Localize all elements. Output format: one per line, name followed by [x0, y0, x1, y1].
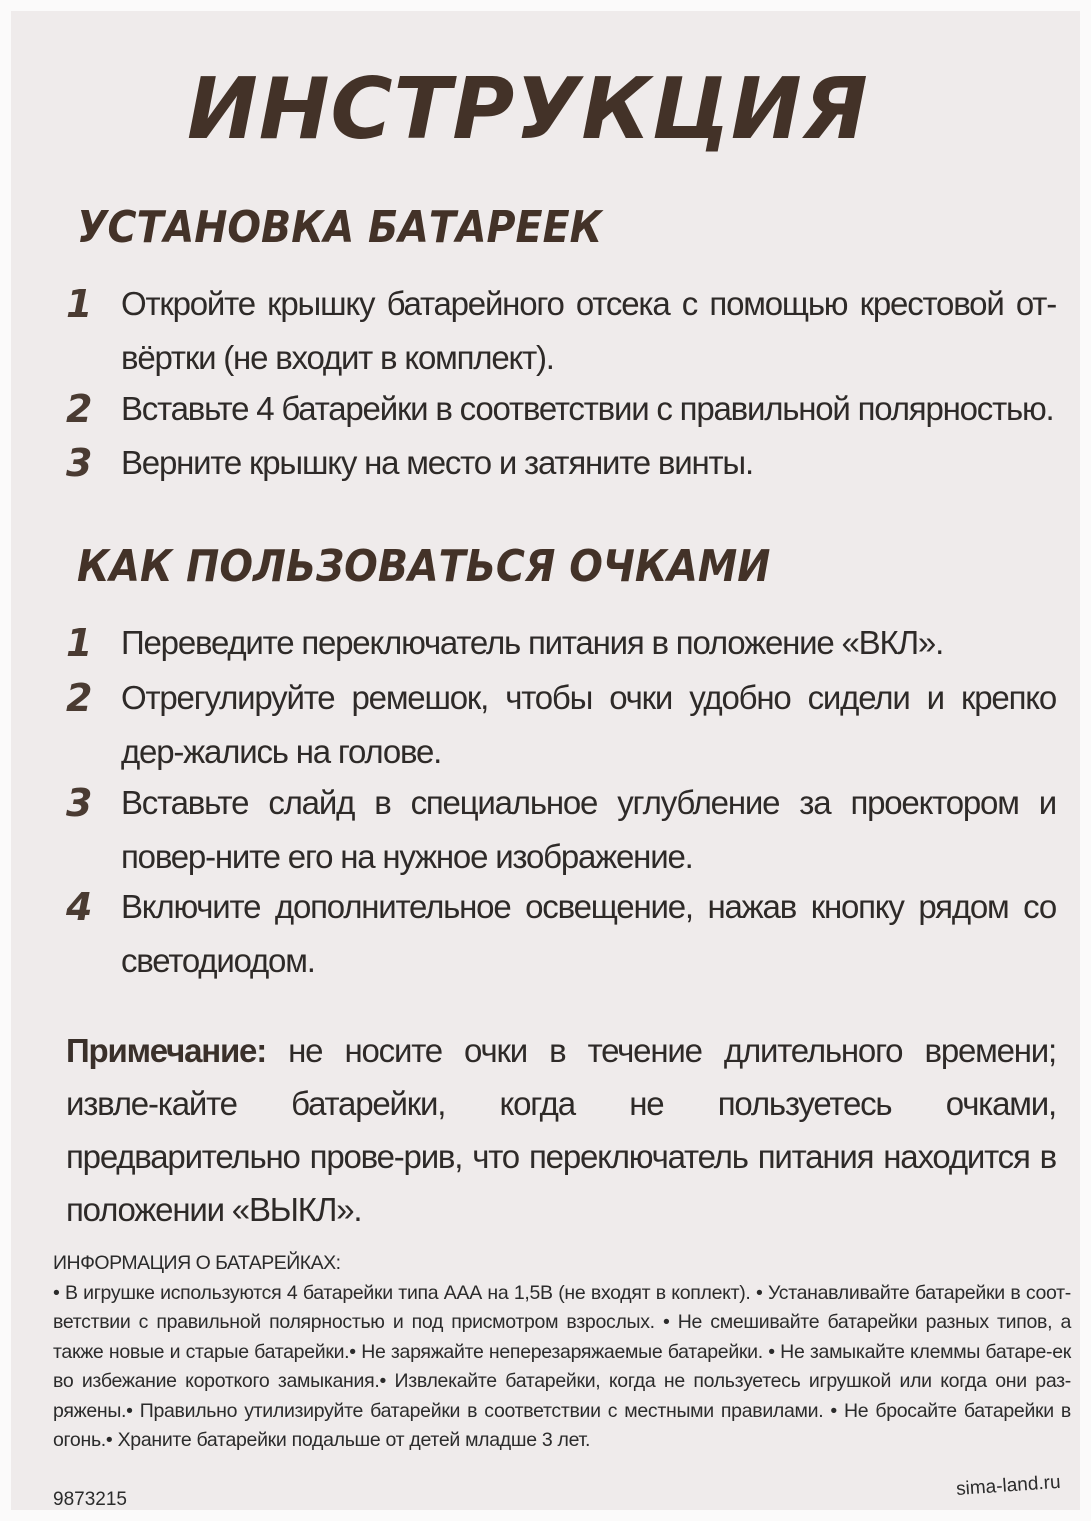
step-text: Вставьте слайд в специальное углубление за проектором и повер-ните его на нужное изображение. — [121, 784, 1056, 875]
usage-step-3 — [66, 776, 1056, 884]
article-number: 9873215 — [53, 1489, 127, 1510]
step-text: Включите дополнительное освещение, нажав кнопку рядом со светодиодом. — [121, 888, 1056, 979]
section-heading-battery-installation: УСТАНОВКА БАТАРЕЕК — [77, 202, 603, 253]
step-text: Откройте крышку батарейного отсека с помощью крестовой от-вёртки (не входит в комплект). — [121, 285, 1056, 376]
step-number: 2 — [66, 676, 93, 720]
usage-step-1 — [66, 616, 1056, 670]
battery-step-1 — [66, 277, 1056, 385]
step-text: Вставьте 4 батарейки в соответствии с правильной полярностью. — [121, 390, 1054, 427]
usage-step-2 — [66, 671, 1056, 779]
step-number: 4 — [66, 885, 93, 929]
usage-step-4 — [66, 880, 1056, 988]
step-number: 1 — [66, 282, 93, 326]
battery-step-3 — [66, 436, 1056, 490]
battery-info-block — [53, 1249, 1071, 1456]
step-text: Верните крышку на место и затяните винты. — [121, 444, 753, 481]
note-label: Примечание: — [66, 1032, 266, 1069]
section-heading-usage: КАК ПОЛЬЗОВАТЬСЯ ОЧКАМИ — [77, 541, 771, 592]
step-number: 2 — [66, 387, 93, 431]
website-label: sima-land.ru — [955, 1471, 1062, 1501]
document-title: ИНСТРУКЦИЯ — [187, 59, 869, 159]
battery-step-2 — [66, 382, 1056, 436]
note-text: не носите очки в течение длительного времени; извле-кайте батарейки, когда не пользуетесь очками, предварительно прове-рив, что переключатель питания находится в положении «ВЫКЛ». — [66, 1032, 1056, 1228]
instruction-sheet — [11, 11, 1080, 1510]
battery-info-text: • В игрушке используются 4 батарейки типа ААА на 1,5В (не входят в коплект). • Устанавливайте батарейки в соот-ветствии с правильной полярностью и под присмотром взрослых. • Не смешивайте батарейки разных типов, а также новые и старые батарейки.• Не заряжайте неперезаряжаемые батарейки. • Не замыкайте клеммы батаре-ек во избежание короткого замыкания.• Извлекайте батарейки, когда не пользуетесь игрушкой или когда они раз-ряжены.• Правильно утилизируйте батарейки в соответствии с местными правилами. • Не бросайте батарейки в огонь.• Храните батарейки подальше от детей младше 3 лет. — [53, 1281, 1071, 1451]
step-text: Переведите переключатель питания в положение «ВКЛ». — [121, 624, 944, 661]
battery-info-title: ИНФОРМАЦИЯ О БАТАРЕЙКАХ: — [53, 1252, 341, 1274]
step-number: 3 — [66, 781, 93, 825]
step-text: Отрегулируйте ремешок, чтобы очки удобно сидели и крепко дер-жались на голове. — [121, 679, 1056, 770]
step-number: 1 — [66, 621, 93, 665]
note-paragraph — [66, 1024, 1056, 1236]
step-number: 3 — [66, 441, 93, 485]
